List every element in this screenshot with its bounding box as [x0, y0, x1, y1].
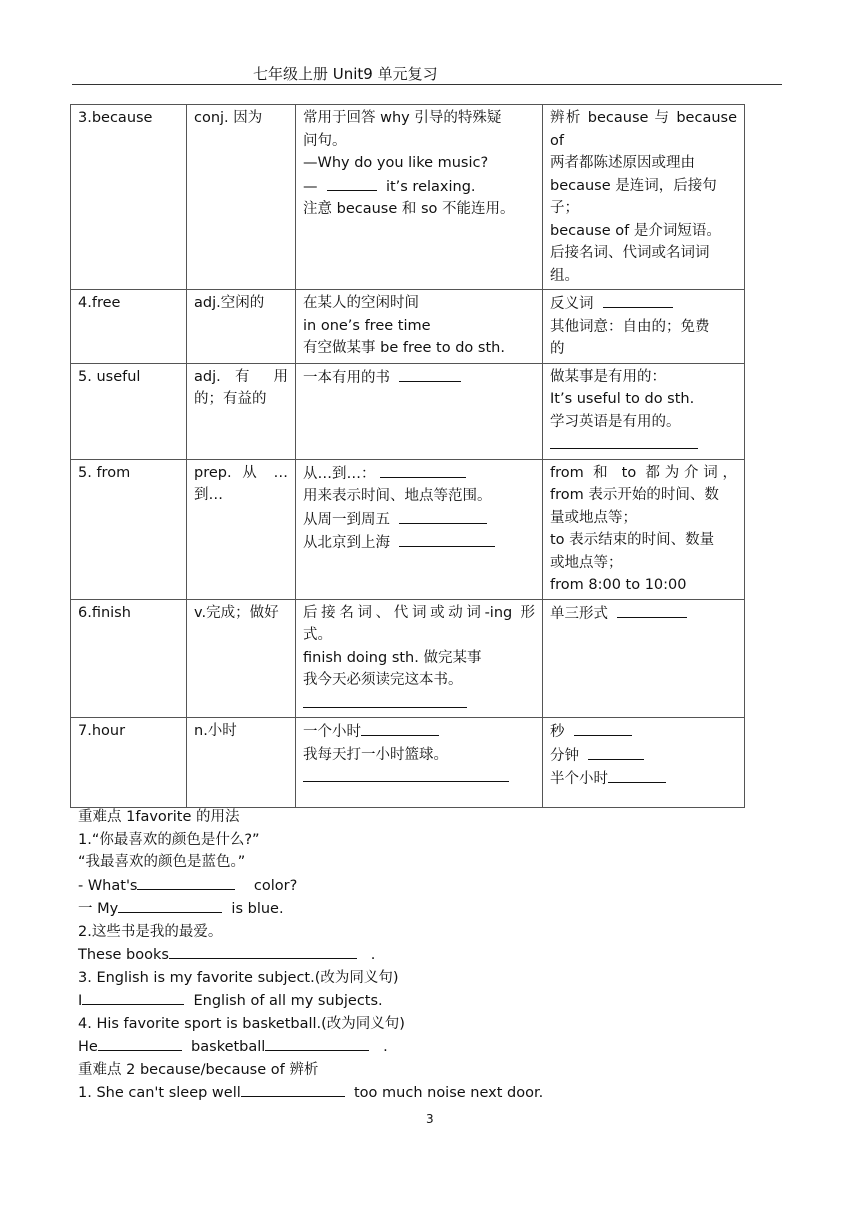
fill-blank[interactable] — [241, 1081, 345, 1097]
pos-cell: v.完成；做好 — [187, 599, 296, 718]
fill-blank[interactable] — [98, 1035, 182, 1051]
fill-blank[interactable] — [303, 766, 509, 782]
pos-cell: adj. 有 用 的；有益的 — [187, 363, 296, 459]
word-cell: 6.finish — [71, 599, 187, 718]
word-cell: 4.free — [71, 290, 187, 364]
usage-cell: 后接名词、代词或动词-ing 形 式。 finish doing sth. 做完某事 我今天必须读完这本书。 — [296, 599, 543, 718]
table-row — [71, 459, 745, 599]
question-line: He basketball . — [78, 1035, 768, 1059]
table-row — [71, 363, 745, 459]
fill-blank[interactable] — [169, 943, 357, 959]
vocabulary-table — [70, 104, 745, 808]
question-line: I English of all my subjects. — [78, 989, 768, 1013]
notes-cell: 做某事是有用的： It’s useful to do sth. 学习英语是有用的。 — [543, 363, 745, 459]
table-row — [71, 290, 745, 364]
usage-cell: 从…到…： 用来表示时间、地点等范围。 从周一到周五 从北京到上海 — [296, 459, 543, 599]
fill-blank[interactable] — [137, 874, 235, 890]
question-text: 4. His favorite sport is basketball.(改为同义句) — [78, 1015, 405, 1032]
fill-blank[interactable] — [327, 175, 377, 191]
notes-cell: 辨析 because 与 because of 两者都陈述原因或理由 because 是连词，后接句 子； because of 是介词短语。 后接名词、代词或名词词 组。 — [543, 105, 745, 290]
question-text: 2.这些书是我的最爱。 — [78, 923, 223, 940]
question-line: 1. She can't sleep well too much noise next door. — [78, 1081, 768, 1105]
pos-cell: conj. 因为 — [187, 105, 296, 290]
fill-blank[interactable] — [82, 989, 184, 1005]
header-rule — [72, 84, 782, 85]
fill-blank[interactable] — [399, 531, 495, 547]
table-row — [71, 718, 745, 808]
page-header-title: 七年级上册 Unit9 单元复习 — [253, 65, 438, 83]
fill-blank[interactable] — [303, 692, 467, 708]
fill-blank[interactable] — [265, 1035, 369, 1051]
question-line: These books . — [78, 943, 768, 967]
usage-cell: 在某人的空闲时间 in one’s free time 有空做某事 be free to do sth. — [296, 290, 543, 364]
notes-cell: 秒 分钟 半个小时 — [543, 718, 745, 808]
table-row — [71, 599, 745, 718]
fill-blank[interactable] — [574, 720, 632, 736]
fill-blank[interactable] — [588, 744, 644, 760]
fill-blank[interactable] — [603, 292, 673, 308]
pos-cell: prep. 从 … 到… — [187, 459, 296, 599]
usage-cell: 一个小时 我每天打一小时篮球。 — [296, 718, 543, 808]
usage-cell: 一本有用的书 — [296, 363, 543, 459]
section-heading: 重难点 1favorite 的用法 — [78, 809, 240, 825]
notes-cell: from 和 to 都为介词， from 表示开始的时间、数 量或地点等； to 表示结束的时间、数量 或地点等； from 8:00 to 10:00 — [543, 459, 745, 599]
exercise-section — [78, 806, 768, 1105]
usage-cell: 常用于回答 why 引导的特殊疑 问句。 —Why do you like music? — it’s relaxing. 注意 because 和 so 不能连用。 — [296, 105, 543, 290]
fill-blank[interactable] — [617, 602, 687, 618]
pos-cell: adj.空闲的 — [187, 290, 296, 364]
question-line: - What's color? — [78, 874, 768, 898]
fill-blank[interactable] — [380, 462, 466, 478]
question-text: 3. English is my favorite subject.(改为同义句) — [78, 969, 399, 986]
question-line: 一 My is blue. — [78, 897, 768, 921]
pos-cell: n.小时 — [187, 718, 296, 808]
fill-blank[interactable] — [361, 720, 439, 736]
section-heading: 重难点 2 because/because of 辨析 — [78, 1061, 319, 1078]
question-text: “我最喜欢的颜色是蓝色。” — [78, 854, 246, 870]
word-cell: 7.hour — [71, 718, 187, 808]
fill-blank[interactable] — [608, 767, 666, 783]
word-cell: 5. from — [71, 459, 187, 599]
notes-cell: 单三形式 — [543, 599, 745, 718]
page-number: 3 — [426, 1112, 434, 1126]
fill-blank[interactable] — [118, 897, 222, 913]
notes-cell: 反义词 其他词意：自由的；免费 的 — [543, 290, 745, 364]
fill-blank[interactable] — [399, 508, 487, 524]
table-row — [71, 105, 745, 290]
word-cell: 5. useful — [71, 363, 187, 459]
question-text: 1.“你最喜欢的颜色是什么?” — [78, 831, 260, 848]
fill-blank[interactable] — [399, 366, 461, 382]
word-cell: 3.because — [71, 105, 187, 290]
fill-blank[interactable] — [550, 433, 698, 449]
